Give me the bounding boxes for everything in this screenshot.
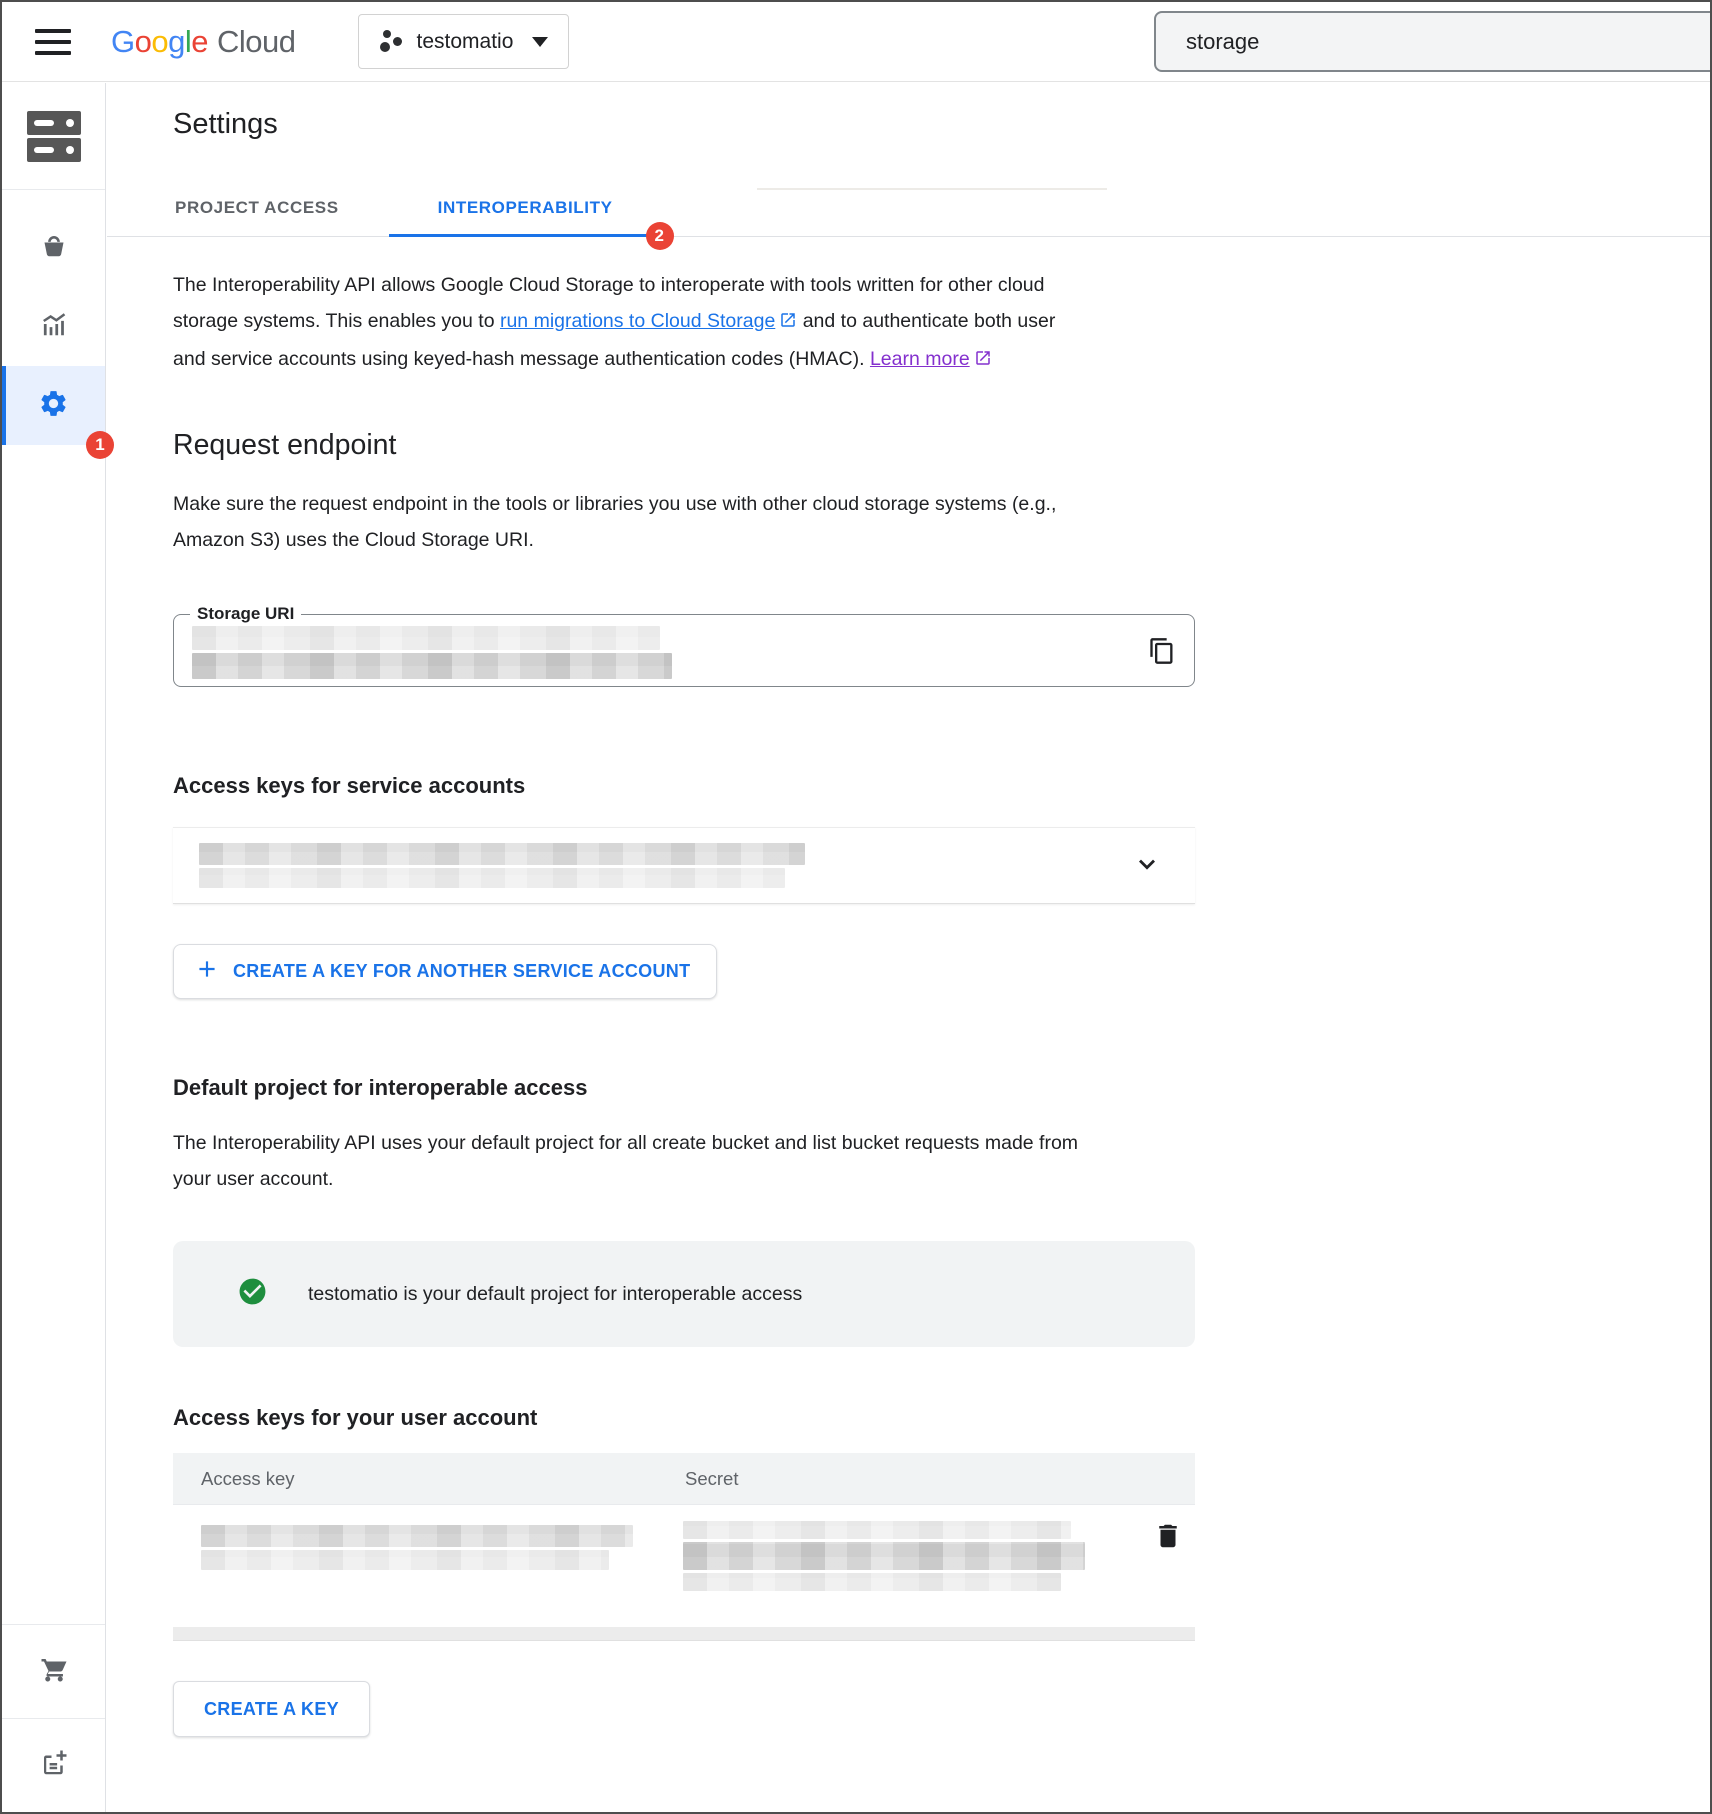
logo-letter: G: [111, 23, 135, 59]
sidebar-item-monitoring[interactable]: [2, 287, 105, 366]
default-project-heading: Default project for interoperable access: [173, 1075, 588, 1100]
main-content: [107, 83, 1710, 1812]
plus-icon: [194, 956, 220, 987]
page-title: Settings: [173, 108, 278, 140]
copy-icon[interactable]: [1147, 636, 1177, 666]
table-footer-strip: [173, 1627, 1195, 1641]
default-project-status-text: testomatio is your default project for interoperable access: [308, 1282, 803, 1305]
request-endpoint-heading: Request endpoint: [173, 429, 397, 461]
create-key-for-service-account-button[interactable]: [173, 944, 717, 999]
search-input[interactable]: [1186, 29, 1665, 55]
service-account-redacted: [199, 843, 805, 865]
service-account-key-expander[interactable]: [173, 827, 1195, 904]
google-cloud-logo: [111, 24, 296, 60]
caret-down-icon: [532, 37, 548, 47]
active-tab-underline: [389, 234, 662, 237]
sidebar-item-buckets[interactable]: [2, 208, 105, 287]
gear-icon: [38, 388, 69, 424]
external-link-icon: [974, 343, 992, 379]
release-notes-icon: [39, 1748, 69, 1783]
service-account-redacted: [199, 868, 785, 888]
external-link-icon: [779, 305, 797, 341]
intro-text-part2: and to authenticate both user and service accounts using keyed-hash message authentication codes (HMAC).: [173, 310, 1056, 370]
hamburger-menu-icon[interactable]: [35, 29, 71, 55]
chevron-down-icon[interactable]: [1133, 849, 1161, 882]
service-account-keys-heading: Access keys for service accounts: [173, 773, 526, 798]
logo-letter: g: [168, 23, 185, 59]
delete-key-icon[interactable]: [1153, 1521, 1183, 1555]
sidebar-item-marketplace[interactable]: [2, 1624, 105, 1718]
request-endpoint-body: Make sure the request endpoint in the tools or libraries you use with other cloud storage systems (e.g., Amazon S3) uses the Cloud Storage URI.: [173, 493, 1057, 551]
run-migrations-link[interactable]: run migrations to Cloud Storage: [499, 310, 776, 332]
project-selector-label: testomatio: [416, 29, 514, 53]
check-circle-icon: [237, 1276, 268, 1312]
intro-text-part1: The Interoperability API allows Google Cloud Storage to interoperate with tools written for other cloud storage systems. This enables you to: [173, 274, 1045, 332]
column-header-secret: Secret: [685, 1467, 739, 1489]
default-project-status-box: [173, 1241, 1195, 1347]
secret-redacted: [683, 1521, 1085, 1591]
user-account-keys-heading: Access keys for your user account: [173, 1405, 538, 1430]
create-key-for-service-account-label: CREATE A KEY FOR ANOTHER SERVICE ACCOUNT: [233, 961, 691, 981]
top-bar: [2, 2, 1710, 82]
create-a-key-button[interactable]: [173, 1681, 370, 1737]
create-a-key-label: CREATE A KEY: [204, 1698, 339, 1719]
tab-interoperability[interactable]: [389, 180, 665, 245]
table-header-row: [173, 1453, 1195, 1505]
step-badge-2: 2: [646, 222, 674, 250]
project-selector[interactable]: [358, 14, 570, 69]
sidebar-item-settings[interactable]: [2, 366, 105, 454]
logo-letter: o: [151, 23, 169, 59]
tab-project-access[interactable]: [149, 180, 365, 236]
storage-uri-field: [173, 604, 1195, 687]
interoperability-intro-text: [173, 267, 1059, 379]
user-access-keys-table: [173, 1453, 1195, 1641]
storage-uri-value-redacted: [192, 626, 660, 650]
sidebar-item-cloud-storage[interactable]: [2, 83, 105, 190]
project-icon: [379, 30, 402, 53]
step-badge-1: 1: [86, 431, 114, 459]
tab-label: INTEROPERABILITY: [437, 198, 613, 217]
logo-letter: o: [134, 23, 152, 59]
cart-icon: [39, 1654, 69, 1689]
storage-uri-value-redacted: [192, 653, 672, 679]
tab-bar: [107, 180, 1710, 245]
learn-more-link[interactable]: Learn more: [869, 348, 970, 370]
access-key-redacted: [201, 1550, 609, 1570]
default-project-body: The Interoperability API uses your default project for all create bucket and list bucket requests made from your user account.: [173, 1132, 1079, 1190]
bucket-icon: [39, 230, 69, 265]
cloud-storage-product-icon: [27, 108, 81, 165]
logo-cloud-word: Cloud: [217, 23, 296, 59]
logo-letter: e: [191, 23, 209, 59]
storage-uri-label: Storage URI: [190, 604, 301, 624]
search-box: [1154, 11, 1712, 72]
access-key-redacted: [201, 1525, 633, 1547]
column-header-access-key: Access key: [201, 1467, 295, 1489]
sidebar: [2, 83, 106, 1812]
tab-label: PROJECT ACCESS: [175, 198, 339, 217]
table-row: [173, 1505, 1195, 1627]
sidebar-item-release-notes[interactable]: [2, 1718, 105, 1812]
logo-letter: l: [184, 23, 192, 59]
chart-icon: [39, 309, 69, 344]
